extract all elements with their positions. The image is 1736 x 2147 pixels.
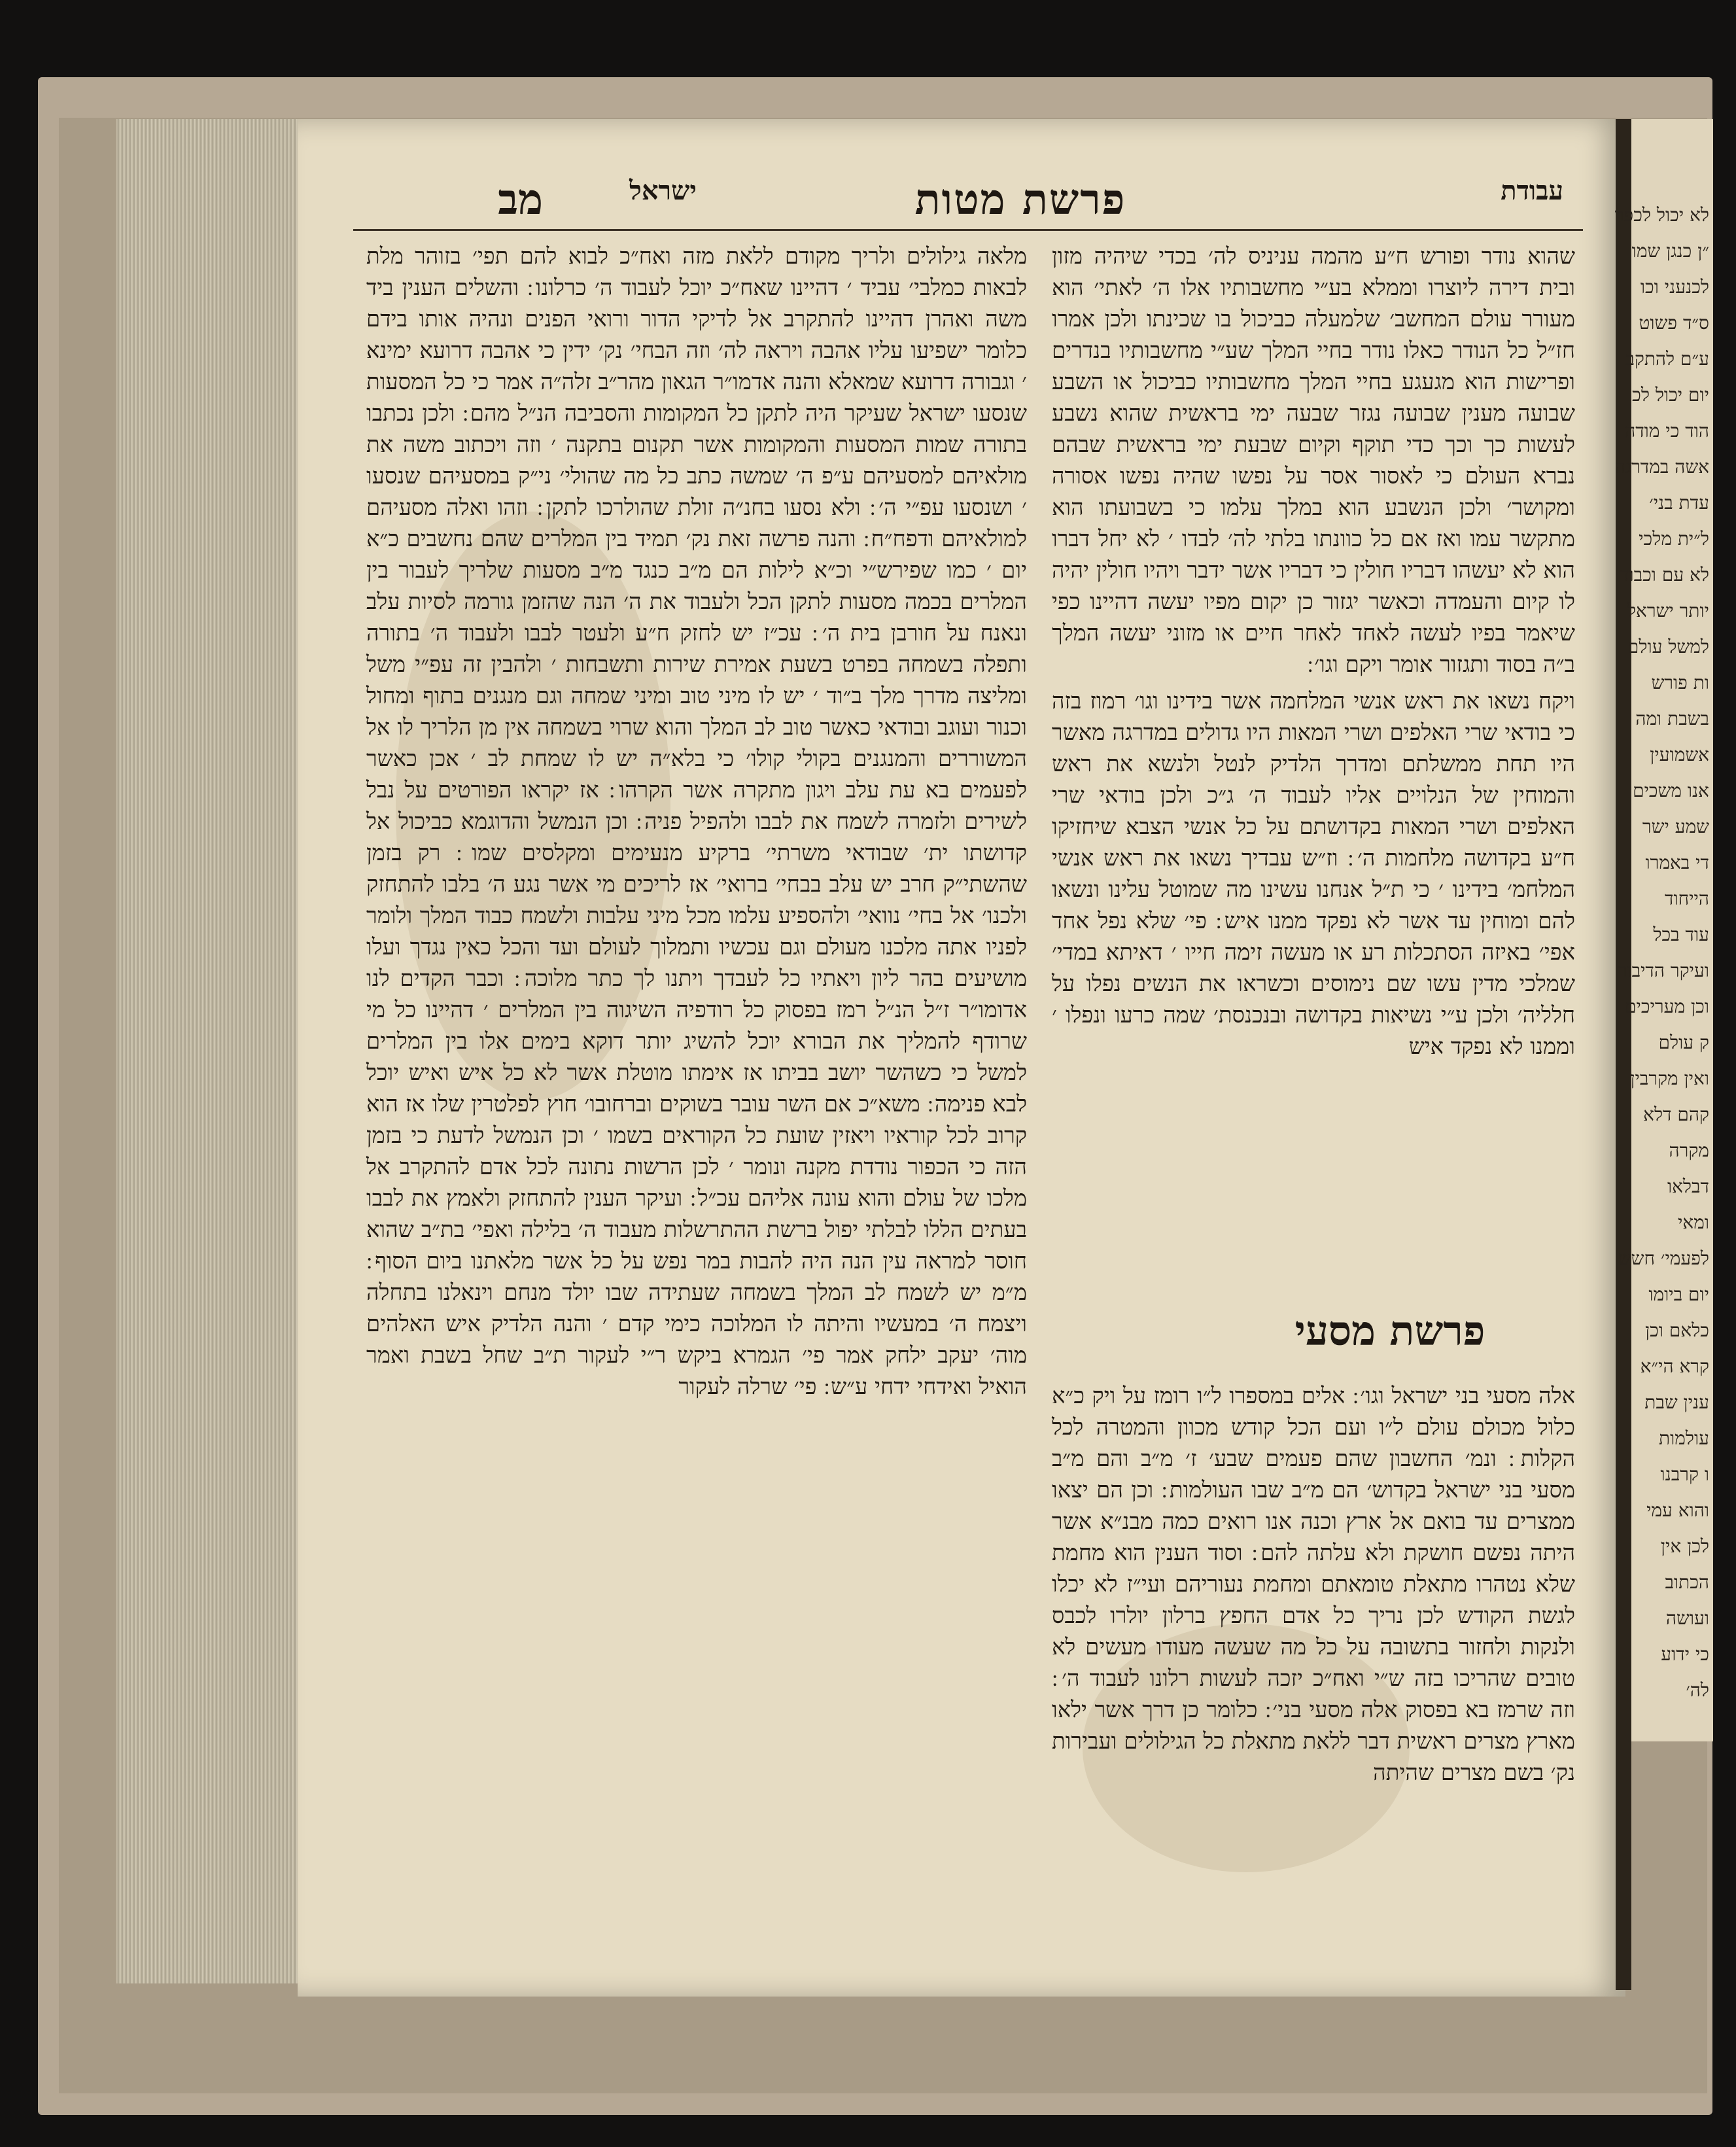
right-page-fragment: ואין מקרבין: [1630, 1068, 1709, 1089]
right-page-fragment: עוד בכל: [1653, 924, 1709, 945]
right-page-fragment: ״ן כנגן שמו: [1631, 240, 1709, 262]
paragraph-bein-hamtzarim: מלאה גילולים ולריך מקודם ללאת מזה ואח״כ לבוא להם תפי׳ בזוהר מלת לבאות כמלבי׳ עביד ׳ דהיינו שאח״כ יוכל לעבוד ה׳ כרלונו ׃ והשלים הענין ביד משה ואהרן דהיינו להתקרב אל לדיקי הדור ורואי הפנים ונהיה אותו בידם כלומר ישפיעו עליו אהבה ויראה לה׳ וזה הבחי׳ נק׳ ידין כי אהבה דרועא ימינא ׳ וגבורה דרועא שמאלא והנה אדמו״ר הגאון מהר״ב זלה״ה אמר כי כל המסעות שנסעו ישראל שעיקר היה לתקן כל המקומות והסביבה הנ״ל מהם ׃ ולכן נכתבו בתורה שמות המסעות והמקומות אשר תקנום בתקנה ׳ וזה ויכתוב משה את מולאיהם למסעיהם ע״פ ה׳ שמשה כתב כל מה שהולי׳ ני״ק במסעיהם שנסעו ׳ ושנסעו עפ״י ה׳ ׃ ולא נסעו בחנ״ה זולת שהולרכו לתקן ׃ וזהו ואלה מסעיהם למולאיהם ודפח״ח ׃ והנה פרשה זאת נק׳ תמיד בין המלרים שהם נחשבים כ״א יום ׳ כמו שפירש״י וכ״א לילות הם מ״ב כנגד מ״ב מסעות שלריך לעבור בין המלרים בכמה מסעות לתקן הכל ולעבוד את ה׳ הנה שהזמן גורמה לסיות עלב ונאנח על חורבן בית ה׳ ׃ עכ״ז יש לחזק ח״ע ולעטר לבבו ולעבוד ה׳ בתורה ותפלה בשמחה בפרט בשעת אמירת שירות ותשבחות ׳ ולהבין זה עפ״י משל ומליצה מדרך מלך ב״וד ׳ יש לו מיני טוב ומיני שמחה וגם מנגנים בתוף ומחול וכנור ועוגב ובודאי כאשר טוב לב המלך והוא שרוי בשמחה אין מן הלריך לו אל המשוררים והמנגנים בקולי קולו׳ כי בלא״ה יש לו שמחת לב ׳ אכן כאשר לפעמים בא עת עלב ויגון מתקרה אשר הקרהו ׃ אז יקראו הפורטים על נבל לשירים ולזמרה לשמח את לבבו ולהפיל פניה ׃ וכן הנמשל והדוגמא כביכול אל קדושתו ית׳ שבודאי משרתי׳ ברקיע מנעימים ומקלסים שמו ׃ רק בזמן שהשתי״ק חרב יש עלב בבחי׳ ברואי׳ אז לריכים מי אשר נגע ה׳ בלבו להתחזק ולכנו׳ אל בחי׳ נוואי׳ ולהספיע עלמו מכל מיני עלבות ולשמח כבוד המלך ולומר לפניו אתה מלכנו מעולם וגם עכשיו ותמלוך לעולם ועד והכל כאין נגדך ועלו מושיעים בהר ליון ויאתיו כל לעבדך ויתנו לך כתר מלוכה ׃ וכבר הקדים לנו אדומו״ר ז״ל הנ״ל רמז בפסוק כל רודפיה השיגוה בין המלרים ׳ דהיינו כל מי שרודף להמליך את הבורא יוכל להשיג יותר דוקא בימים אלו בין המלרים למשל כי כשהשר יושב בביתו אז אימתו מוטלת אשר לא כל איש ואיש יוכל לבא פנימה ׃ משא״כ אם השר עובר בשוקים וברחובו׳ חוץ לפלטרין שלו אז הוא קרוב לכל קוראיו ויאזין שועת כל הקוראים בשמו ׳ וכן הנמשל לדעת כי בזמן הזה כי הכפור נודדת מקנה ונומר ׳ לכן הרשות נתונה לכל אדם להתקרב אל מלכו של עולם והוא עונה אליהם עכ״ל ׃ ועיקר הענין להתחזק ולאמץ את לבבו בעתים הללו לבלתי יפול ברשת ההתרשלות מעבוד ה׳ בלילה ואפי׳ בת״ב שהוא חוסר למראה עין הנה היה להבות במר נפש על כל אשר מלאתנו ביום הסוף ׃ מ״מ יש לשמח לב המלך בשמחה שעתידה שבו יולד מנחם וינאלנו בתחלה ויצמח ה׳ במעשיו והיתה לו המלוכה כימי קדם ׳ והנה הלדיק איש האלהים מוה׳ יעקב ילחק אמר פי׳ הגמרא ביקש ר״י לעקור ת״ב שחל בשבת ואמר הואיל ואידחי ידחי ע״ש ׃ פי׳ שרלה לעקור: [366, 243, 1027, 1400]
right-page-fragment: עדת בני׳: [1649, 492, 1709, 514]
right-page-fragment: אשה במדרגה: [1614, 456, 1709, 478]
section-heading-masei: פרשת מסעי: [1294, 1307, 1485, 1355]
right-page-fragment: דבלאו: [1667, 1176, 1709, 1197]
right-page-fragment: יותר ישראל: [1627, 600, 1709, 621]
right-page-fragment: ענין שבת: [1644, 1391, 1709, 1413]
right-page-fragment: קרא הי״א: [1640, 1355, 1709, 1377]
right-page-fragment: בשבת ומה: [1635, 708, 1709, 729]
right-page-fragment: ו קרבנו: [1660, 1463, 1709, 1485]
page-edges: [116, 119, 319, 1983]
right-page-fragment: ע״ם להתקב: [1625, 348, 1709, 370]
right-column-lower-text: [1052, 1380, 1575, 1943]
right-page-fragment: ועיקר הדיבור: [1618, 960, 1709, 981]
right-page-fragment: לא עם וכבוד: [1620, 564, 1709, 585]
left-column-text: [366, 241, 1027, 1942]
right-page-fragment: אנו משכים: [1633, 780, 1709, 801]
right-page-fragment: לה׳: [1686, 1679, 1709, 1701]
book-gutter: [1616, 119, 1631, 1990]
right-page-fragment: ות פורש: [1651, 672, 1709, 693]
right-page-fragment: מקרה: [1669, 1140, 1709, 1161]
header-rule: [353, 229, 1583, 231]
right-page-fragment: ס״ד פשוט: [1639, 312, 1709, 334]
right-page-fragment: הייחוד: [1665, 888, 1709, 909]
right-page-fragment: די באמרו: [1645, 852, 1709, 873]
running-head-title: פרשת מטות: [914, 175, 1126, 224]
right-page-fragment: כי ידוע: [1661, 1643, 1709, 1665]
running-head-word: ישראל: [629, 175, 697, 206]
right-page-fragment: ק עולם: [1658, 1032, 1709, 1053]
right-page-fragment: הוד כי מודה: [1625, 420, 1709, 442]
paragraph-eleh-masei: אלה מסעי בני ישראל וגו׳ ׃ אלים במספרו ל״ו רומז על ויק כ״א כלול מכולם עולם ל״ו ועם הכל קודש מכוון והמטרה לכל הקלות ׃ ונמ׳ החשבון שהם פעמים שבע׳ ז׳ מ״ב והם מ״ב מסעי בני ישראל בקדוש׳ הם מ״ב שבו העולמות ׃ וכן הם יצאו ממצרים עד בואם אל ארץ וכנה אנו רואים כמה מבנ״א אשר היתה נפשם חושקת ולא עלתה להם ׃ וסוד הענין הוא מחמת שלא נטהרו מתאלת טומאתם ומחמת נעוריהם ועי״ז לא יכלו לגשת הקודש לכן נריך כל אדם החפץ ברלון יולרו לכבס ולנקות ולחזור בתשובה על כל מה שעשה מעודו מעשים לא טובים שהריכו בזה ש״י ואח״כ יזכה לעשות רלונו לעבוד ה׳ ׃ וזה שרמז בא בפסוק אלה מסעי בני׳ ׃ כלומר כן דרך אשר ילאו מארץ מצרים ראשית דבר ללאת מתאלת כל הגילולים ועבירות נק׳ בשם מצרים שהיתה: [1052, 1383, 1575, 1786]
right-page-fragment: ועושה: [1665, 1607, 1709, 1629]
paragraph-nedarim: שהוא נודר ופורש ח״ע מהמה עניניס לה׳ בכדי שיהיה מזון ובית דירה ליוצרו וממלא בע״י מחשבותיו אלו ה׳ לאתי׳ הוא מעורר עולם המחשב׳ שלמעלה כביכול בו שכינתו ולכן אמרו חז״ל כל הנודר כאלו נודר בחיי המלך שע״י מחשבותיו בנדרים ופרישות הוא מגעגע בחיי המלך מחשבותיו כביכול או השבע שבועה מענין שבועה נגזר שבעה ימי בראשית שהוא נשבע לעשות כך וכך כדי תוקף וקיום שבעת ימי בראשית שבהם נברא העולם כי לאסור אסר על נפשו שהיה נפשו אסורה ומקושר׳ ולכן הנשבע הוא במלך עלמו כי בשבועתו הוא מתקשר עמו ואז אם כל כוונתו בלתי לה׳ לבדו ׳ לא יחל דברו הוא לא יעשהו דבריו חולין כי דבריו אשר ידבר ויהיו חולין יהיה לו קיום והעמדה וכאשר יגזור כן יקום מפיו יעשה דהיינו כפי שיאמר בפיו לעשה לאחד לאחר חיים או מזוני יעשה המלך ב״ה בסוד ותגזור אומר ויקם וגו׳ ׃: [1052, 243, 1575, 678]
right-page-fragment: למשל עולם: [1627, 636, 1709, 657]
right-page-fragment: אשמועין: [1650, 744, 1709, 765]
right-page-fragment: קהם דלא: [1643, 1104, 1709, 1125]
right-page-fragment: לא יכול לכפר: [1614, 204, 1709, 226]
right-column-text: [1052, 241, 1575, 1300]
page-number: מב: [498, 175, 543, 224]
right-page-fragment: כלאם וכן: [1645, 1319, 1709, 1341]
right-page-fragment: יום ביומו: [1648, 1283, 1709, 1305]
right-page-fragment: לכן אין: [1660, 1535, 1709, 1557]
right-page-fragment: עולמות: [1659, 1427, 1709, 1449]
right-page-fragment: ל״ית מלכי: [1639, 528, 1709, 550]
right-page-fragment: לכנעני וכו: [1640, 276, 1709, 298]
right-page-fragment: יום יכול לכ: [1632, 384, 1709, 406]
right-page-fragment: וכן מעריכים: [1625, 996, 1709, 1017]
running-head-label: עבודת: [1501, 175, 1563, 206]
right-page-fragment: לפעמי׳ חשש: [1618, 1248, 1709, 1269]
right-page-fragment: שמע ישר: [1642, 816, 1709, 837]
right-page-fragment: הכתוב: [1665, 1571, 1709, 1593]
right-page-fragment: ומאי: [1678, 1212, 1709, 1233]
right-page-edge: [1614, 119, 1713, 1741]
paragraph-vayikach: ויקח נשאו את ראש אנשי המלחמה אשר בידינו וגו׳ רמוז בזה כי בודאי שרי האלפים ושרי המאות היו גדולים במדרגה מאשר היו תחת ממשלתם ומדרך הלדיק לנטל ולנשא את ראש והמוחין של הנלויים אליו לעבוד ה׳ ג״כ ולכן בודאי שרי האלפים ושרי המאות בקדושתם על כל אנשי הצבא שיחזיקו ח״ע בקדושה מלחמות ה׳ ׃ וז״ש עבדיך נשאו את ראש אנשי המלחמ׳ בידינו ׳ כי ת״ל אנחנו עשינו מה שמוטל עלינו ונשאו להם ומוחין עד אשר לא נפקד ממנו איש ׃ פי׳ שלא נפל אחד אפי׳ באיזה הסתכלות רע או מעשה זימה חייו ׳ דאיתא במדי׳ שמלכי מדין עשו שם נימוסים וכשראו את הנשים נפלו על חלליה׳ ולכן ע״י נשיאות בקדושה ובנכנסת׳ שמה כרעו ונפלו ׳ וממנו לא נפקד איש: [1052, 688, 1575, 1060]
right-page-fragment: והוא עמי: [1646, 1499, 1709, 1521]
